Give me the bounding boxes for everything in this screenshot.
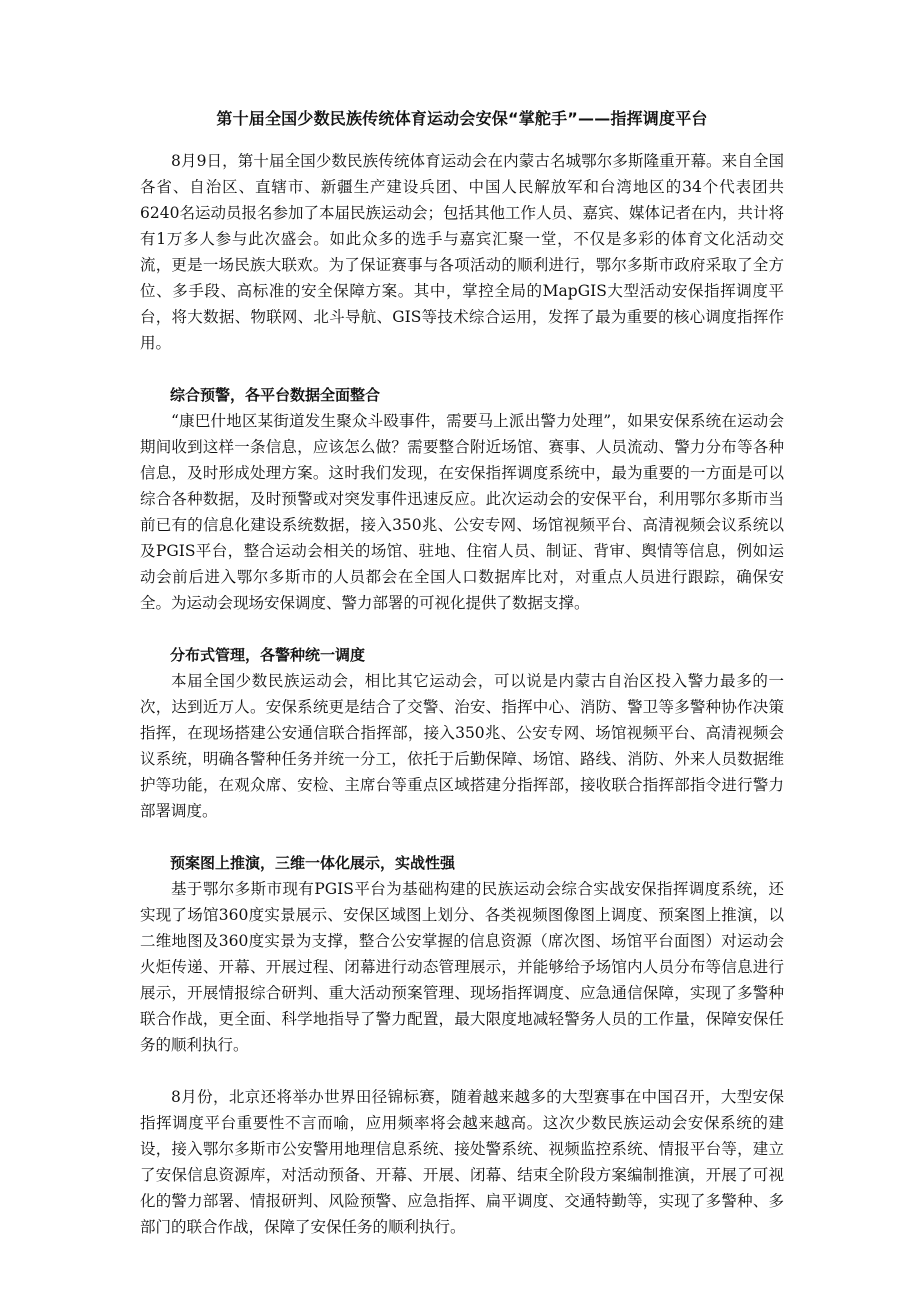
spacer <box>140 616 784 642</box>
document-page <box>140 106 784 1240</box>
spacer <box>140 356 784 382</box>
section-1-body: “康巴什地区某街道发生聚众斗殴事件，需要马上派出警力处理”，如果安保系统在运动会期间收到这样一条信息，应该怎么做？需要整合附近场馆、赛事、人员流动、警力分布等各种信息，及时形成处理方案。这时我们发现，在安保指挥调度系统中，最为重要的一方面是可以综合各种数据，及时预警或对突发事件迅速反应。此次运动会的安保平台，利用鄂尔多斯市当前已有的信息化建设系统数据，接入350兆、公安专网、场馆视频平台、高清视频会议系统以及PGIS平台，整合运动会相关的场馆、驻地、住宿人员、制证、背审、舆情等信息，例如运动会前后进入鄂尔多斯市的人员都会在全国人口数据库比对，对重点人员进行跟踪，确保安全。为运动会现场安保调度、警力部署的可视化提供了数据支撑。 <box>140 412 784 612</box>
section-1-heading: 综合预警，各平台数据全面整合 <box>170 386 381 404</box>
intro-paragraph: 8月9日，第十届全国少数民族传统体育运动会在内蒙古名城鄂尔多斯隆重开幕。来自全国各省、自治区、直辖市、新疆生产建设兵团、中国人民解放军和台湾地区的34个代表团共6240名运动员报名参加了本届民族运动会；包括其他工作人员、嘉宾、媒体记者在内，共计将有1万多人参与此次盛会。如此众多的选手与嘉宾汇聚一堂，不仅是多彩的体育文化活动交流，更是一场民族大联欢。为了保证赛事与各项活动的顺利进行，鄂尔多斯市政府采取了全方位、多手段、高标准的安全保障方案。其中，掌控全局的MapGIS大型活动安保指挥调度平台，将大数据、物联网、北斗导航、GIS等技术综合运用，发挥了最为重要的核心调度指挥作用。 <box>140 152 784 352</box>
section-2-body: 本届全国少数民族运动会，相比其它运动会，可以说是内蒙古自治区投入警力最多的一次，达到近万人。安保系统更是结合了交警、治安、指挥中心、消防、警卫等多警种协作决策指挥，在现场搭建公安通信联合指挥部，接入350兆、公安专网、场馆视频平台、高清视频会议系统，明确各警种任务并统一分工，依托于后勤保障、场馆、路线、消防、外来人员数据维护等功能，在观众席、安检、主席台等重点区域搭建分指挥部，接收联合指挥部指令进行警力部署调度。 <box>140 672 784 820</box>
section-3-heading: 预案图上推演，三维一体化展示，实战性强 <box>170 854 456 872</box>
document-title: 第十届全国少数民族传统体育运动会安保“掌舵手”——指挥调度平台 <box>216 109 708 128</box>
spacer <box>140 824 784 850</box>
section-3-body: 基于鄂尔多斯市现有PGIS平台为基础构建的民族运动会综合实战安保指挥调度系统，还实现了场馆360度实景展示、安保区域图上划分、各类视频图像图上调度、预案图上推演，以二维地图及360度实景为支撑，整合公安掌握的信息资源（席次图、场馆平台面图）对运动会火炬传递、开幕、开展过程、闭幕进行动态管理展示，并能够给予场馆内人员分布等信息进行展示，开展情报综合研判、重大活动预案管理、现场指挥调度、应急通信保障，实现了多警种联合作战，更全面、科学地指导了警力配置，最大限度地减轻警务人员的工作量，保障安保任务的顺利执行。 <box>140 880 784 1054</box>
section-2-heading: 分布式管理，各警种统一调度 <box>170 646 366 664</box>
closing-paragraph: 8月份，北京还将举办世界田径锦标赛，随着越来越多的大型赛事在中国召开，大型安保指挥调度平台重要性不言而喻，应用频率将会越来越高。这次少数民族运动会安保系统的建设，接入鄂尔多斯市公安警用地理信息系统、接处警系统、视频监控系统、情报平台等，建立了安保信息资源库，对活动预备、开幕、开展、闭幕、结束全阶段方案编制推演，开展了可视化的警力部署、情报研判、风险预警、应急指挥、扁平调度、交通特勤等，实现了多警种、多部门的联合作战，保障了安保任务的顺利执行。 <box>140 1088 784 1236</box>
spacer <box>140 1058 784 1084</box>
